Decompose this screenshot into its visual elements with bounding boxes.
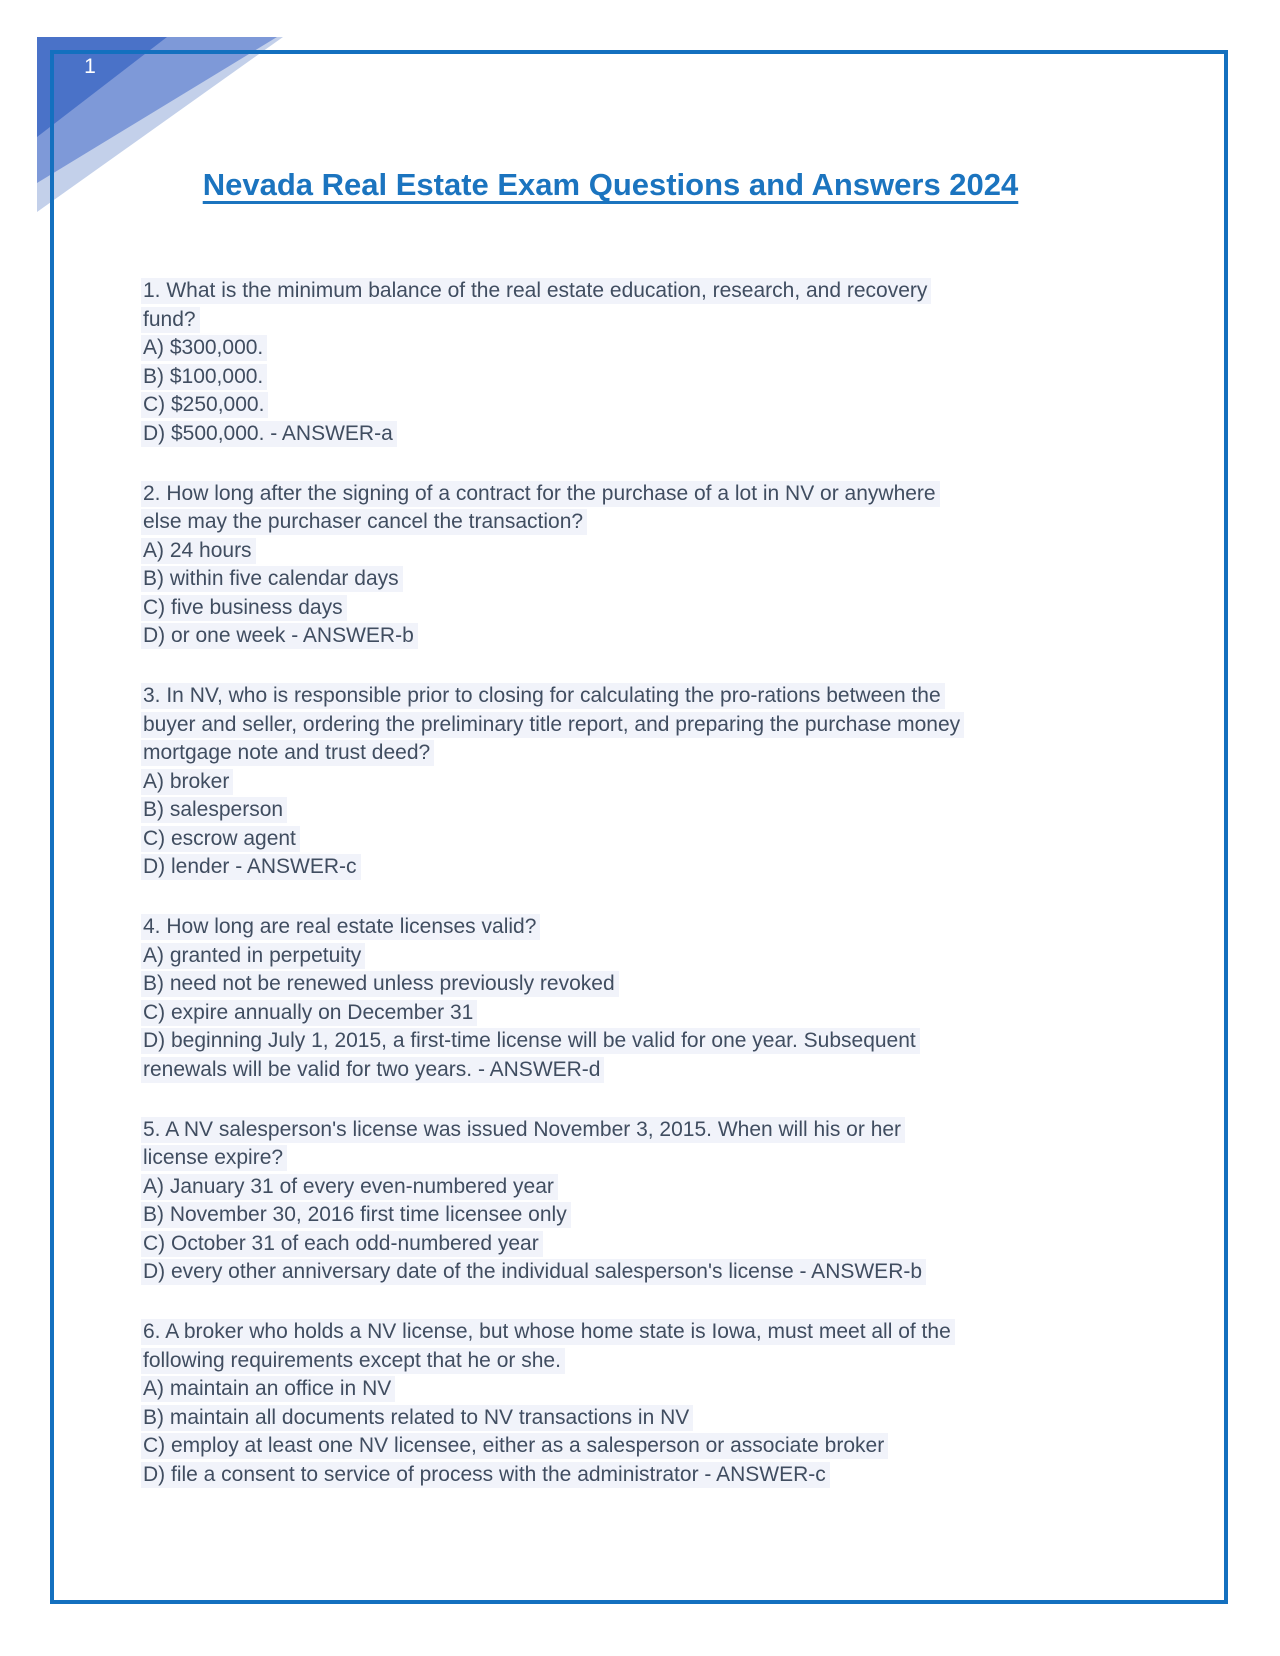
text-line [143,1375,1093,1404]
text-line [143,508,1093,537]
text-line [143,768,1093,797]
question-block [143,277,1093,448]
highlighted-text: 3. In NV, who is responsible prior to closing for calculating the pro-rations between the [141,683,945,709]
highlighted-text: A) $300,000. [141,335,267,361]
text-line [143,420,1093,449]
text-line [143,1027,1093,1056]
highlighted-text: B) within five calendar days [141,566,403,592]
text-line [143,1404,1093,1433]
highlighted-text: D) $500,000. - ANSWER-a [141,421,397,447]
page-number: 1 [84,55,96,78]
text-line [143,594,1093,623]
text-line [143,391,1093,420]
highlighted-text: A) granted in perpetuity [141,943,365,969]
text-line [143,1230,1093,1259]
text-line [143,711,1093,740]
highlighted-text: buyer and seller, ordering the preliminary title report, and preparing the purchase money [141,712,964,738]
highlighted-text: B) need not be renewed unless previously revoked [141,971,619,997]
text-line [143,682,1093,711]
highlighted-text: A) broker [141,769,233,795]
text-line [143,825,1093,854]
highlighted-text: license expire? [141,1145,287,1171]
highlighted-text: A) maintain an office in NV [141,1376,395,1402]
highlighted-text: 5. A NV salesperson's license was issued November 3, 2015. When will his or her [141,1117,905,1143]
highlighted-text: C) five business days [141,595,347,621]
text-line [143,306,1093,335]
text-line [143,913,1093,942]
highlighted-text: B) maintain all documents related to NV transactions in NV [141,1405,693,1431]
highlighted-text: D) or one week - ANSWER-b [141,623,418,649]
text-line [143,970,1093,999]
text-line [143,363,1093,392]
highlighted-text: A) January 31 of every even-numbered year [141,1174,558,1200]
highlighted-text: 1. What is the minimum balance of the real estate education, research, and recovery [141,278,931,304]
highlighted-text: C) October 31 of each odd-numbered year [141,1231,543,1257]
text-line [143,1258,1093,1287]
question-block [143,1116,1093,1287]
text-line [143,853,1093,882]
text-line [143,1432,1093,1461]
highlighted-text: C) $250,000. [141,392,268,418]
question-block [143,682,1093,882]
text-line [143,999,1093,1028]
text-line [143,480,1093,509]
text-line [143,334,1093,363]
questions [143,277,1093,1521]
highlighted-text: 6. A broker who holds a NV license, but whose home state is Iowa, must meet all of the [141,1319,955,1345]
highlighted-text: C) expire annually on December 31 [141,1000,477,1026]
highlighted-text: D) beginning July 1, 2015, a first-time license will be valid for one year. Subsequent [141,1028,920,1054]
question-block [143,913,1093,1084]
text-line [143,622,1093,651]
text-line [143,1201,1093,1230]
highlighted-text: C) employ at least one NV licensee, either as a salesperson or associate broker [141,1433,888,1459]
text-line [143,942,1093,971]
highlighted-text: 2. How long after the signing of a contract for the purchase of a lot in NV or anywhere [141,481,940,507]
highlighted-text: D) lender - ANSWER-c [141,854,361,880]
highlighted-text: C) escrow agent [141,826,300,852]
highlighted-text: D) every other anniversary date of the individual salesperson's license - ANSWER-b [141,1259,926,1285]
highlighted-text: D) file a consent to service of process with the administrator - ANSWER-c [141,1462,830,1488]
text-line [143,1173,1093,1202]
text-line [143,565,1093,594]
text-line [143,1461,1093,1490]
text-line [143,1056,1093,1085]
question-block [143,480,1093,651]
highlighted-text: 4. How long are real estate licenses valid? [141,914,540,940]
highlighted-text: fund? [141,307,200,333]
text-line [143,739,1093,768]
highlighted-text: mortgage note and trust deed? [141,740,434,766]
text-line [143,1144,1093,1173]
highlighted-text: following requirements except that he or she. [141,1348,565,1374]
highlighted-text: B) salesperson [141,797,287,823]
text-line [143,796,1093,825]
text-line [143,537,1093,566]
highlighted-text: renewals will be valid for two years. - ANSWER-d [141,1057,604,1083]
highlighted-text: A) 24 hours [141,538,256,564]
question-block [143,1318,1093,1489]
highlighted-text: else may the purchaser cancel the transaction? [141,509,587,535]
text-line [143,277,1093,306]
highlighted-text: B) November 30, 2016 first time licensee only [141,1202,571,1228]
text-line [143,1318,1093,1347]
text-line [143,1347,1093,1376]
page-title: Nevada Real Estate Exam Questions and Answers 2024 [202,166,1019,202]
highlighted-text: B) $100,000. [141,364,267,390]
text-line [143,1116,1093,1145]
